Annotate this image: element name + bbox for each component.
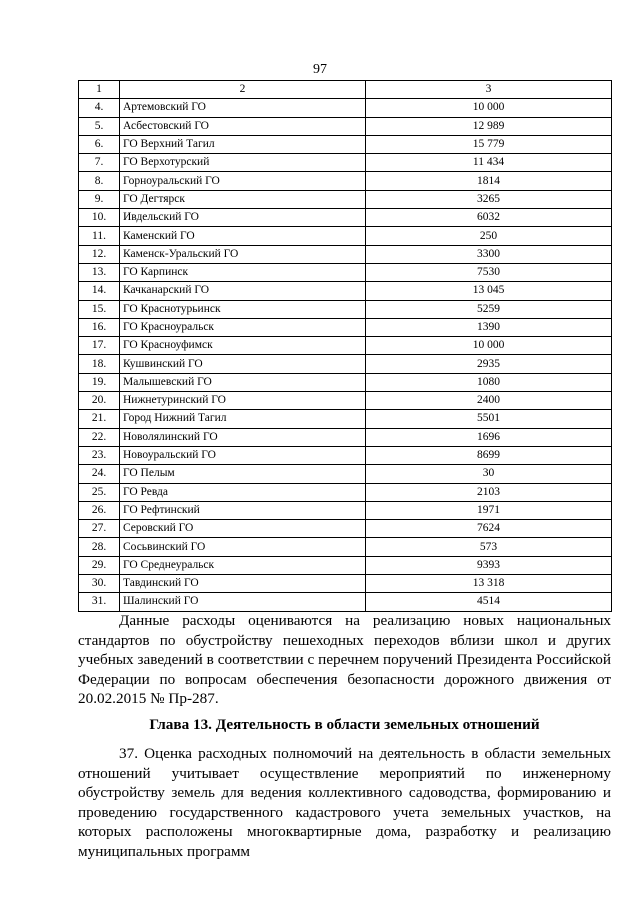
expense-value: 2400 xyxy=(366,392,612,410)
table-row xyxy=(79,465,612,483)
expense-value: 2103 xyxy=(366,483,612,501)
table-row xyxy=(79,154,612,172)
expense-value: 1814 xyxy=(366,172,612,190)
row-number: 26. xyxy=(79,501,120,519)
expense-value: 573 xyxy=(366,538,612,556)
municipality-name: Каменск-Уральский ГО xyxy=(120,245,366,263)
table-row xyxy=(79,556,612,574)
expense-value: 2935 xyxy=(366,355,612,373)
row-number: 28. xyxy=(79,538,120,556)
table-row xyxy=(79,410,612,428)
row-number: 15. xyxy=(79,300,120,318)
row-number: 13. xyxy=(79,263,120,281)
table-row xyxy=(79,263,612,281)
expense-value: 4514 xyxy=(366,593,612,611)
table-row xyxy=(79,190,612,208)
expense-value: 30 xyxy=(366,465,612,483)
table-row xyxy=(79,300,612,318)
table-row xyxy=(79,483,612,501)
expense-value: 6032 xyxy=(366,209,612,227)
expense-value: 1080 xyxy=(366,373,612,391)
municipality-name: ГО Верхотурский xyxy=(120,154,366,172)
row-number: 27. xyxy=(79,520,120,538)
expense-value: 15 779 xyxy=(366,135,612,153)
table-row xyxy=(79,373,612,391)
row-number: 4. xyxy=(79,99,120,117)
table-row xyxy=(79,428,612,446)
municipality-name: Новолялинский ГО xyxy=(120,428,366,446)
expense-value: 8699 xyxy=(366,446,612,464)
expense-value: 5259 xyxy=(366,300,612,318)
table-row xyxy=(79,446,612,464)
table-row xyxy=(79,282,612,300)
expense-value: 3265 xyxy=(366,190,612,208)
municipality-name: Ивдельский ГО xyxy=(120,209,366,227)
row-number: 10. xyxy=(79,209,120,227)
municipality-name: ГО Верхний Тагил xyxy=(120,135,366,153)
expense-value: 10 000 xyxy=(366,337,612,355)
table-row xyxy=(79,245,612,263)
municipality-name: ГО Дегтярск xyxy=(120,190,366,208)
expense-value: 12 989 xyxy=(366,117,612,135)
row-number: 6. xyxy=(79,135,120,153)
row-number: 16. xyxy=(79,318,120,336)
expense-value: 1696 xyxy=(366,428,612,446)
table-row xyxy=(79,117,612,135)
municipality-name: Качканарский ГО xyxy=(120,282,366,300)
table-row xyxy=(79,99,612,117)
row-number: 14. xyxy=(79,282,120,300)
column-header-number: 1 xyxy=(79,81,120,99)
expense-value: 13 318 xyxy=(366,575,612,593)
municipality-name: Кушвинский ГО xyxy=(120,355,366,373)
municipality-name: Серовский ГО xyxy=(120,520,366,538)
municipality-name: ГО Красноуфимск xyxy=(120,337,366,355)
municipality-name: Тавдинский ГО xyxy=(120,575,366,593)
row-number: 19. xyxy=(79,373,120,391)
table-header-row xyxy=(79,81,612,99)
row-number: 20. xyxy=(79,392,120,410)
row-number: 11. xyxy=(79,227,120,245)
municipality-name: Горноуральский ГО xyxy=(120,172,366,190)
row-number: 23. xyxy=(79,446,120,464)
expense-value: 250 xyxy=(366,227,612,245)
page-number: 97 xyxy=(313,62,327,77)
table-row xyxy=(79,318,612,336)
row-number: 17. xyxy=(79,337,120,355)
municipality-name: Сосьвинский ГО xyxy=(120,538,366,556)
expense-value: 7624 xyxy=(366,520,612,538)
table-row xyxy=(79,520,612,538)
row-number: 12. xyxy=(79,245,120,263)
row-number: 8. xyxy=(79,172,120,190)
municipality-name: ГО Карпинск xyxy=(120,263,366,281)
row-number: 24. xyxy=(79,465,120,483)
row-number: 25. xyxy=(79,483,120,501)
row-number: 29. xyxy=(79,556,120,574)
table-body xyxy=(79,81,612,612)
column-header-value: 3 xyxy=(366,81,612,99)
column-header-name: 2 xyxy=(120,81,366,99)
paragraph-land-relations: 37. Оценка расходных полномочий на деятельность в области земельных отношений учитывает осуществление мероприятий по инженерному обустройству земель для ведения коллективного садоводства, формированию и проведению государственного кадастрового учета земельных участков, на которых расположены многоквартирные дома, разработку и реализацию муниципальных программ xyxy=(78,745,611,860)
expense-value: 13 045 xyxy=(366,282,612,300)
municipality-name: ГО Краснотурьинск xyxy=(120,300,366,318)
row-number: 9. xyxy=(79,190,120,208)
row-number: 5. xyxy=(79,117,120,135)
table-row xyxy=(79,575,612,593)
municipality-name: ГО Пелым xyxy=(120,465,366,483)
chapter-heading: Глава 13. Деятельность в области земельных отношений xyxy=(149,716,540,733)
expense-value: 7530 xyxy=(366,263,612,281)
row-number: 31. xyxy=(79,593,120,611)
expense-value: 1390 xyxy=(366,318,612,336)
expense-value: 9393 xyxy=(366,556,612,574)
table-row xyxy=(79,227,612,245)
municipality-name: ГО Среднеуральск xyxy=(120,556,366,574)
table-row xyxy=(79,392,612,410)
municipality-name: ГО Красноуральск xyxy=(120,318,366,336)
row-number: 18. xyxy=(79,355,120,373)
paragraph-data-expenses: Данные расходы оцениваются на реализацию новых национальных стандартов по обустройству пешеходных переходов вблизи школ и других учебных заведений в соответствии с перечнем поручений Президента Российской Федерации по вопросам обеспечения безопасности дорожного движения от 20.02.2015 № Пр-287. xyxy=(78,612,611,707)
municipality-name: Нижнетуринский ГО xyxy=(120,392,366,410)
data-table xyxy=(78,80,612,612)
expense-value: 10 000 xyxy=(366,99,612,117)
expense-value: 3300 xyxy=(366,245,612,263)
municipality-name: Малышевский ГО xyxy=(120,373,366,391)
table-row xyxy=(79,337,612,355)
row-number: 22. xyxy=(79,428,120,446)
table-row xyxy=(79,501,612,519)
table-row xyxy=(79,172,612,190)
table-row xyxy=(79,135,612,153)
municipality-name: Шалинский ГО xyxy=(120,593,366,611)
municipality-name: Новоуральский ГО xyxy=(120,446,366,464)
expense-value: 11 434 xyxy=(366,154,612,172)
row-number: 30. xyxy=(79,575,120,593)
expense-value: 1971 xyxy=(366,501,612,519)
row-number: 21. xyxy=(79,410,120,428)
table-row xyxy=(79,538,612,556)
expense-value: 5501 xyxy=(366,410,612,428)
municipality-name: ГО Ревда xyxy=(120,483,366,501)
municipality-name: ГО Рефтинский xyxy=(120,501,366,519)
table-row xyxy=(79,593,612,611)
table-row xyxy=(79,209,612,227)
municipality-name: Асбестовский ГО xyxy=(120,117,366,135)
table-row xyxy=(79,355,612,373)
municipality-name: Артемовский ГО xyxy=(120,99,366,117)
municipality-name: Каменский ГО xyxy=(120,227,366,245)
row-number: 7. xyxy=(79,154,120,172)
municipality-name: Город Нижний Тагил xyxy=(120,410,366,428)
